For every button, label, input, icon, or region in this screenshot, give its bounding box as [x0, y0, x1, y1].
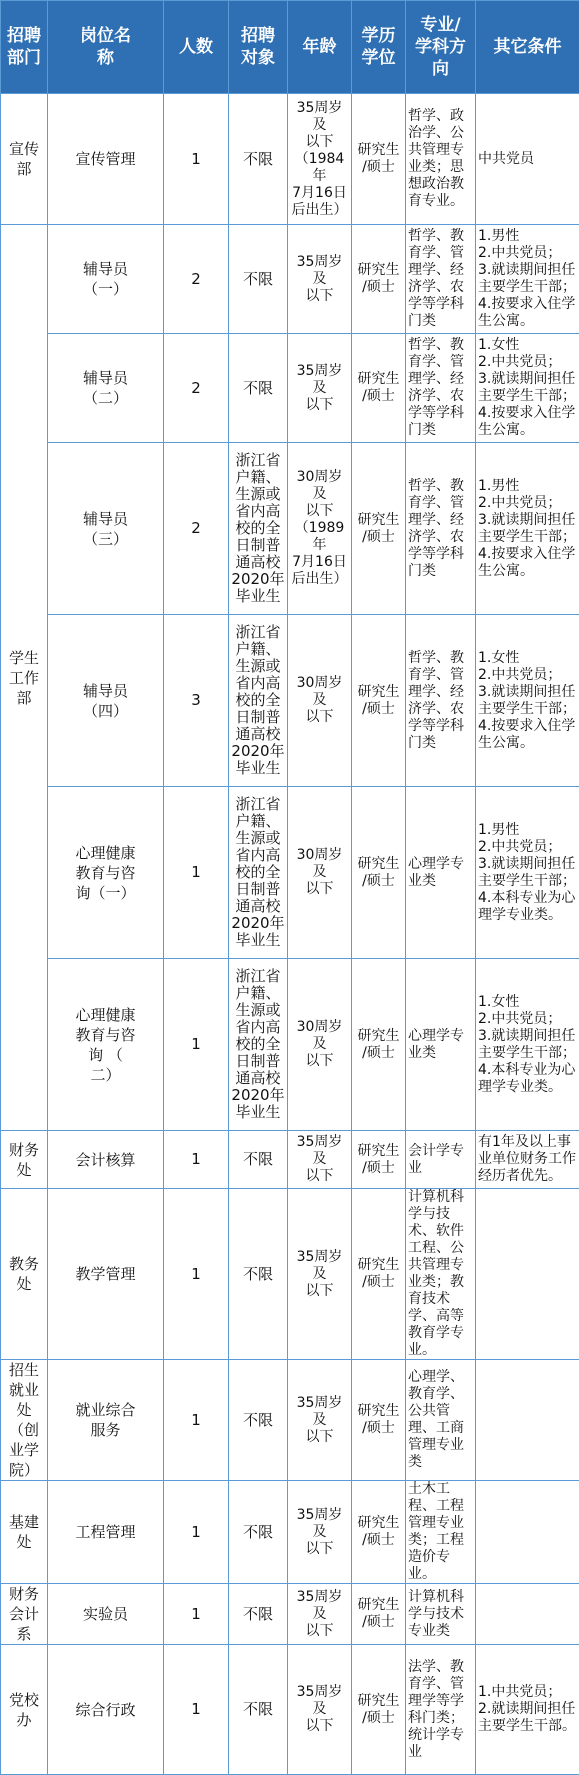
num-cell: 3 [164, 615, 229, 787]
dept-cell: 教务 处 [1, 1189, 48, 1360]
post-cell: 心理健康 教育与咨 询（一） [48, 787, 164, 959]
major-cell: 哲学、教育学、管理学、经济学、农学等学科门类 [406, 443, 476, 615]
num-cell: 2 [164, 334, 229, 443]
table-row [1, 1360, 579, 1481]
age-cell: 35周岁及 以下 [288, 334, 352, 443]
table-row [1, 787, 579, 959]
major-cell: 心理学、教育学、公共管理、工商管理专业类 [406, 1360, 476, 1481]
other-cell: 1.中共党员； 2.就读期间担任主要学生干部。 [476, 1645, 579, 1775]
target-cell: 浙江省户籍、生源或省内高校的全日制普通高校2020年毕业生 [229, 959, 288, 1131]
target-cell: 不限 [229, 1584, 288, 1645]
other-cell: 有1年及以上事业单位财务工作经历者优先。 [476, 1131, 579, 1189]
age-cell: 30周岁及 以下 [288, 615, 352, 787]
degree-cell: 研究生 /硕士 [352, 1189, 406, 1360]
other-cell: 1.女性 2.中共党员； 3.就读期间担任主要学生干部； 4.按要求入住学生公寓。 [476, 615, 579, 787]
age-cell: 35周岁及 以下 [288, 225, 352, 334]
degree-cell: 研究生 /硕士 [352, 615, 406, 787]
degree-cell: 研究生 /硕士 [352, 334, 406, 443]
dept-cell: 基建 处 [1, 1481, 48, 1584]
dept-cell: 宣传 部 [1, 94, 48, 225]
post-cell: 会计核算 [48, 1131, 164, 1189]
table-row [1, 443, 579, 615]
num-cell: 1 [164, 1131, 229, 1189]
degree-cell: 研究生 /硕士 [352, 1481, 406, 1584]
other-cell: 1.女性 2.中共党员； 3.就读期间担任主要学生干部； 4.按要求入住学生公寓。 [476, 334, 579, 443]
other-cell: 1.女性 2.中共党员； 3.就读期间担任主要学生干部； 4.本科专业为心理学专业类。 [476, 959, 579, 1131]
target-cell: 不限 [229, 94, 288, 225]
num-cell: 1 [164, 1481, 229, 1584]
post-cell: 辅导员 （三） [48, 443, 164, 615]
age-cell: 35周岁及 以下 [288, 1360, 352, 1481]
post-cell: 就业综合 服务 [48, 1360, 164, 1481]
major-cell: 会计学专业 [406, 1131, 476, 1189]
dept-cell: 学生 工作 部 [1, 225, 48, 1131]
post-cell: 辅导员 （一） [48, 225, 164, 334]
num-cell: 1 [164, 1189, 229, 1360]
target-cell: 不限 [229, 1360, 288, 1481]
major-cell: 计算机科学与技术专业类 [406, 1584, 476, 1645]
target-cell: 不限 [229, 1481, 288, 1584]
table-row [1, 225, 579, 334]
degree-cell: 研究生 /硕士 [352, 94, 406, 225]
age-cell: 35周岁及 以下 [288, 1645, 352, 1775]
degree-cell: 研究生 /硕士 [352, 1360, 406, 1481]
target-cell: 不限 [229, 1189, 288, 1360]
target-cell: 浙江省户籍、生源或省内高校的全日制普通高校2020年毕业生 [229, 615, 288, 787]
header-target: 招聘 对象 [229, 1, 288, 94]
age-cell: 35周岁及 以下 [288, 1584, 352, 1645]
degree-cell: 研究生 /硕士 [352, 959, 406, 1131]
other-cell: 1.男性 2.中共党员； 3.就读期间担任主要学生干部； 4.本科专业为心理学专业类。 [476, 787, 579, 959]
target-cell: 不限 [229, 225, 288, 334]
other-cell [476, 1360, 579, 1481]
header-row [1, 1, 579, 94]
num-cell: 1 [164, 787, 229, 959]
post-cell: 综合行政 [48, 1645, 164, 1775]
major-cell: 心理学专业类 [406, 959, 476, 1131]
num-cell: 1 [164, 959, 229, 1131]
target-cell: 浙江省户籍、生源或省内高校的全日制普通高校2020年毕业生 [229, 787, 288, 959]
degree-cell: 研究生 /硕士 [352, 1645, 406, 1775]
table-row [1, 1189, 579, 1360]
header-dept: 招聘 部门 [1, 1, 48, 94]
dept-cell: 财务 处 [1, 1131, 48, 1189]
other-cell: 1.男性 2.中共党员； 3.就读期间担任主要学生干部； 4.按要求入住学生公寓。 [476, 443, 579, 615]
other-cell [476, 1189, 579, 1360]
degree-cell: 研究生 /硕士 [352, 787, 406, 959]
degree-cell: 研究生 /硕士 [352, 1584, 406, 1645]
num-cell: 2 [164, 225, 229, 334]
header-degree: 学历 学位 [352, 1, 406, 94]
major-cell: 哲学、政治学、公共管理专业类；思想政治教育专业。 [406, 94, 476, 225]
post-cell: 辅导员 （二） [48, 334, 164, 443]
table-row [1, 1481, 579, 1584]
table-row [1, 334, 579, 443]
header-post: 岗位名 称 [48, 1, 164, 94]
major-cell: 法学、教育学、管理学等学科门类；统计学专业 [406, 1645, 476, 1775]
major-cell: 哲学、教育学、管理学、经济学、农学等学科门类 [406, 334, 476, 443]
age-cell: 30周岁及 以下 [288, 959, 352, 1131]
target-cell: 不限 [229, 1131, 288, 1189]
post-cell: 宣传管理 [48, 94, 164, 225]
post-cell: 教学管理 [48, 1189, 164, 1360]
age-cell: 35周岁及 以下 [288, 1131, 352, 1189]
post-cell: 工程管理 [48, 1481, 164, 1584]
major-cell: 心理学专业类 [406, 787, 476, 959]
other-cell [476, 1481, 579, 1584]
table-row [1, 94, 579, 225]
target-cell: 不限 [229, 334, 288, 443]
post-cell: 辅导员 （四） [48, 615, 164, 787]
num-cell: 1 [164, 94, 229, 225]
major-cell: 土木工程、工程管理专业类；工程造价专业。 [406, 1481, 476, 1584]
table-row [1, 1584, 579, 1645]
table-row [1, 1645, 579, 1775]
num-cell: 1 [164, 1645, 229, 1775]
target-cell: 浙江省户籍、生源或省内高校的全日制普通高校2020年毕业生 [229, 443, 288, 615]
header-major: 专业/ 学科方 向 [406, 1, 476, 94]
major-cell: 计算机科学与技术、软件工程、公共管理专业类；教育技术学、高等教育学专业。 [406, 1189, 476, 1360]
other-cell [476, 1584, 579, 1645]
table-row [1, 959, 579, 1131]
header-other: 其它条件 [476, 1, 579, 94]
target-cell: 不限 [229, 1645, 288, 1775]
major-cell: 哲学、教育学、管理学、经济学、农学等学科门类 [406, 615, 476, 787]
age-cell: 35周岁及 以下 [288, 1189, 352, 1360]
dept-cell: 招生 就业 处（创 业学 院） [1, 1360, 48, 1481]
age-cell: 30周岁及 以下 （1989年 7月16日 后出生） [288, 443, 352, 615]
other-cell: 1.男性 2.中共党员； 3.就读期间担任主要学生干部； 4.按要求入住学生公寓。 [476, 225, 579, 334]
num-cell: 2 [164, 443, 229, 615]
post-cell: 心理健康 教育与咨 询 （ 二） [48, 959, 164, 1131]
table-row [1, 615, 579, 787]
header-num: 人数 [164, 1, 229, 94]
degree-cell: 研究生 /硕士 [352, 225, 406, 334]
degree-cell: 研究生 /硕士 [352, 443, 406, 615]
dept-cell: 财务 会计 系 [1, 1584, 48, 1645]
other-cell: 中共党员 [476, 94, 579, 225]
age-cell: 30周岁及 以下 [288, 787, 352, 959]
age-cell: 35周岁及 以下 （1984年 7月16日 后出生） [288, 94, 352, 225]
num-cell: 1 [164, 1360, 229, 1481]
major-cell: 哲学、教育学、管理学、经济学、农学等学科门类 [406, 225, 476, 334]
dept-cell: 党校 办 [1, 1645, 48, 1775]
post-cell: 实验员 [48, 1584, 164, 1645]
age-cell: 35周岁及 以下 [288, 1481, 352, 1584]
num-cell: 1 [164, 1584, 229, 1645]
table-row [1, 1131, 579, 1189]
degree-cell: 研究生 /硕士 [352, 1131, 406, 1189]
header-age: 年龄 [288, 1, 352, 94]
